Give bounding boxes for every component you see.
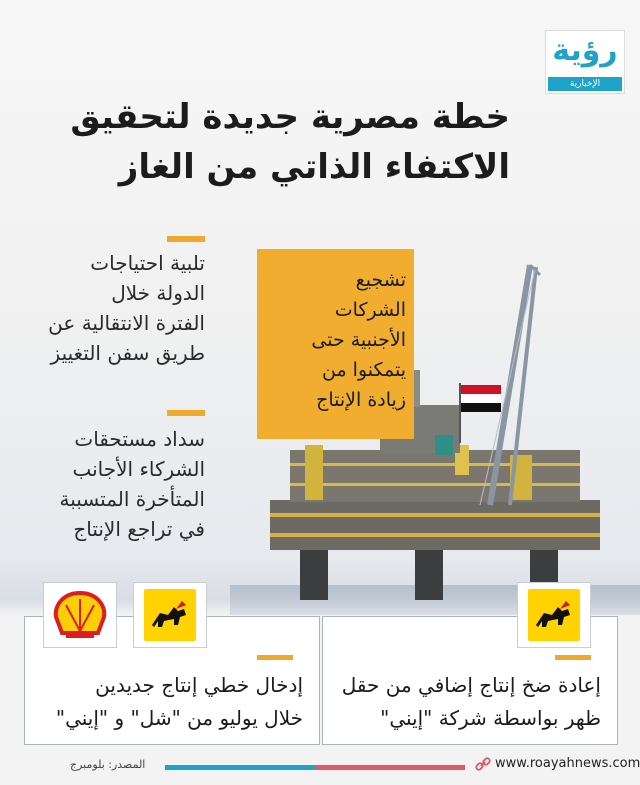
card-line: ظهر بواسطة شركة "إيني" (380, 706, 601, 730)
highlight-line: تشجيع (355, 269, 406, 291)
accent-bar (167, 236, 205, 242)
highlight-text (266, 265, 406, 415)
eni-logo (133, 582, 207, 648)
highlight-box (257, 249, 414, 439)
point-line: الشركاء الأجانب (72, 457, 205, 481)
eni-dog-icon (134, 583, 206, 647)
source-credit: المصدر: بلومبرج (70, 758, 146, 771)
highlight-line: يتمكنوا من (321, 359, 406, 381)
website-link[interactable]: www.roayahnews.com (495, 756, 640, 771)
card-line: إعادة ضخ إنتاج إضافي من حقل (341, 673, 601, 697)
accent-bar (257, 655, 293, 660)
footer-line-blue (165, 765, 315, 770)
point-line: الفترة الانتقالية عن (48, 311, 205, 335)
eni-dog-icon (518, 583, 590, 647)
logo-subtitle: الإخبارية (548, 77, 622, 91)
point-line: في تراجع الإنتاج (73, 517, 205, 541)
highlight-line: الأجنبية حتى (311, 329, 406, 351)
point-line: الدولة خلال (111, 281, 205, 305)
point-line: تلبية احتياجات (90, 251, 205, 275)
logo-word: رؤية (552, 33, 618, 68)
card-line: خلال يوليو من "شل" و "إيني" (55, 706, 303, 730)
shell-icon (44, 583, 116, 647)
shell-logo (43, 582, 117, 648)
brand-logo[interactable] (545, 30, 625, 94)
highlight-line: زيادة الإنتاج (316, 389, 406, 411)
highlight-line: الشركات (334, 299, 406, 321)
page-title (40, 92, 510, 192)
point-line: سداد مستحقات (74, 427, 205, 451)
point-2 (5, 424, 205, 544)
eni-logo (517, 582, 591, 648)
card-text (33, 669, 303, 735)
title-line-2: الاكتفاء الذاتي من الغاز (118, 147, 510, 187)
accent-bar (555, 655, 591, 660)
card-text (321, 669, 601, 735)
title-line-1: خطة مصرية جديدة لتحقيق (70, 97, 510, 137)
card-line: إدخال خطي إنتاج جديدين (95, 673, 303, 697)
point-line: المتأخرة المتسببة (59, 487, 205, 511)
point-line: طريق سفن التغييز (50, 341, 205, 365)
link-icon (475, 756, 491, 772)
footer-line-red (315, 765, 465, 770)
point-1 (5, 248, 205, 368)
accent-bar (167, 410, 205, 416)
